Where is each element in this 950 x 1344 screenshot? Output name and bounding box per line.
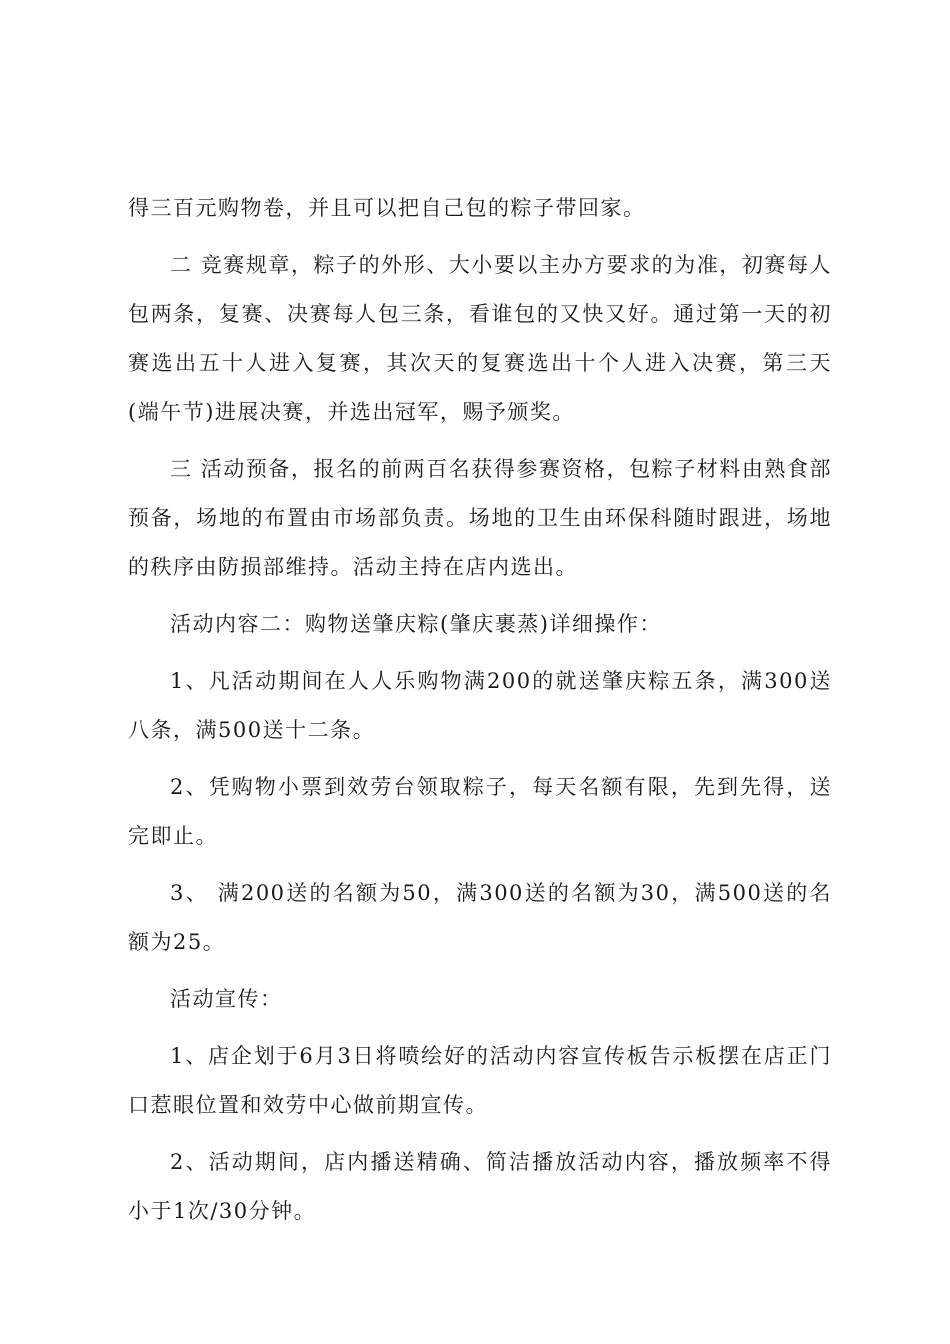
paragraph-item-1: 1、凡活动期间在人人乐购物满200的就送肇庆粽五条，满300送八条，满500送十二条。 (128, 669, 832, 742)
paragraph-item-3: 3、 满200送的名额为50，满300送的名额为30，满500送的名额为25。 (128, 881, 832, 954)
paragraph-activity-preparation: 三 活动预备，报名的前两百名获得参赛资格，包粽子材料由熟食部预备，场地的布置由市场部负责。场地的卫生由环保科随时跟进，场地的秩序由防损部维持。活动主持在店内选出。 (128, 457, 832, 579)
paragraph-publicity-item-2: 2、活动期间，店内播送精确、简洁播放活动内容，播放频率不得小于1次/30分钟。 (128, 1150, 832, 1223)
paragraph-item-2: 2、凭购物小票到效劳台领取粽子，每天名额有限，先到先得，送完即止。 (128, 775, 832, 848)
paragraph-continuation: 得三百元购物卷，并且可以把自己包的粽子带回家。 (128, 196, 646, 220)
paragraph-activity-two-heading: 活动内容二：购物送肇庆粽(肇庆裹蒸)详细操作： (170, 612, 662, 636)
paragraph-publicity-item-1: 1、店企划于6月3日将喷绘好的活动内容宣传板告示板摆在店正门口惹眼位置和效劳中心做前期宣传。 (128, 1044, 832, 1117)
paragraph-publicity-heading: 活动宣传： (170, 987, 283, 1011)
paragraph-competition-rules: 二 竞赛规章，粽子的外形、大小要以主办方要求的为准，初赛每人包两条，复赛、决赛每人包三条，看谁包的又快又好。通过第一天的初赛选出五十人进入复赛，其次天的复赛选出十个人进入决赛，第三天(端午节)进展决赛，并选出冠军，赐予颁奖。 (128, 253, 832, 424)
document-body (128, 184, 832, 1244)
